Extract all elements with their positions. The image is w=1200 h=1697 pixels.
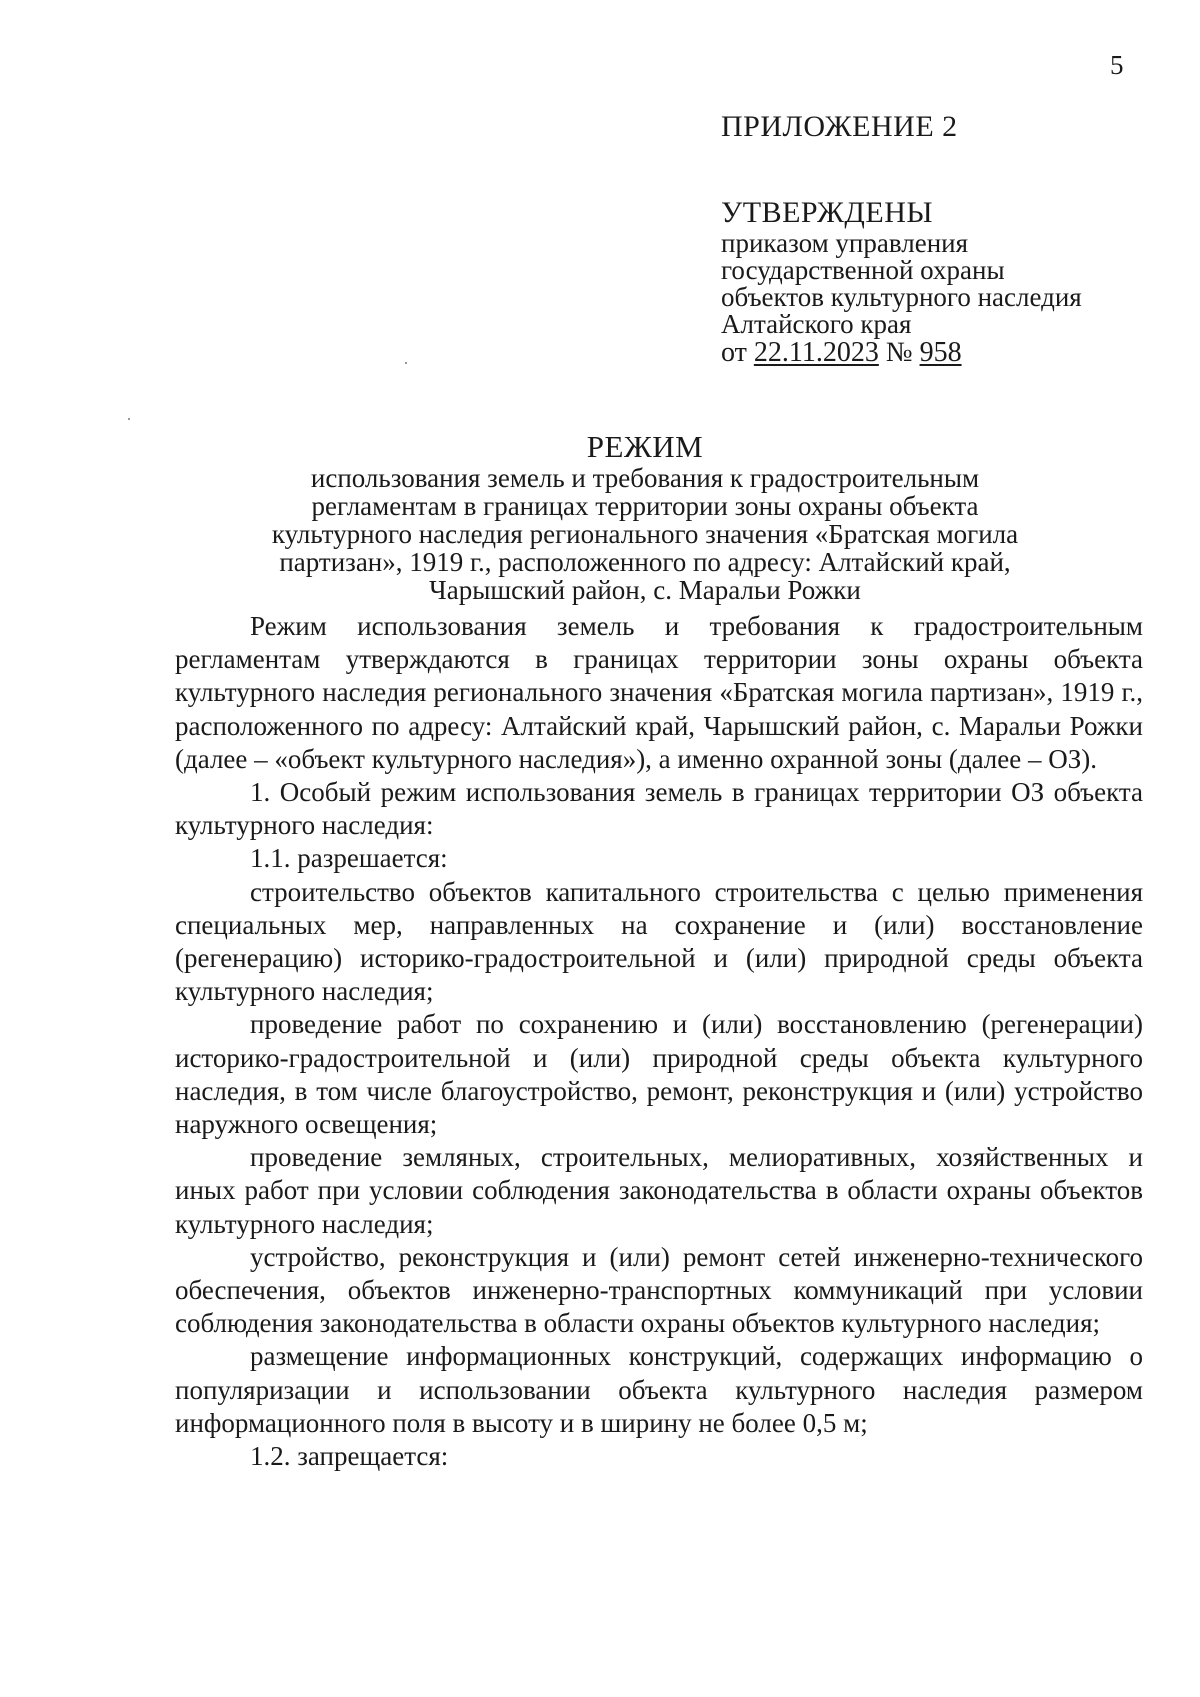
subtitle-line: регламентам в границах территории зоны охраны объекта bbox=[311, 491, 979, 521]
allowed-item: проведение работ по сохранению и (или) восстановлению (регенерации) историко-градостроительной и (или) природной среды объекта культурного наследия, в том числе благоустройство, ремонт, реконструкция и (или) устройство наружного освещения; bbox=[175, 1009, 1143, 1140]
page-number: 5 bbox=[1110, 50, 1124, 80]
scan-speck bbox=[405, 362, 407, 364]
approval-line: Алтайского края bbox=[721, 309, 912, 339]
scan-speck bbox=[128, 418, 130, 420]
order-prefix: от bbox=[721, 337, 747, 368]
approval-block bbox=[721, 110, 1161, 368]
appendix-label: ПРИЛОЖЕНИЕ 2 bbox=[721, 110, 958, 143]
document-title-block bbox=[175, 430, 1115, 604]
order-line bbox=[721, 338, 1161, 368]
order-number: 958 bbox=[919, 337, 962, 368]
subtitle-line: культурного наследия регионального значения «Братская могила bbox=[271, 519, 1019, 549]
approved-label: УТВЕРЖДЕНЫ bbox=[721, 196, 934, 229]
order-date: 22.11.2023 bbox=[753, 337, 879, 368]
allowed-item: проведение земляных, строительных, мелиоративных, хозяйственных и иных работ при условии соблюдения законодательства в области охраны объектов культурного наследия; bbox=[175, 1142, 1143, 1239]
approval-line: государственной охраны bbox=[721, 255, 1005, 285]
allowed-item: устройство, реконструкция и (или) ремонт сетей инженерно-технического обеспечения, объектов инженерно-транспортных коммуникаций при условии соблюдения законодательства в области охраны объектов культурного наследия; bbox=[175, 1241, 1143, 1339]
allowed-item: строительство объектов капитального строительства с целью применения специальных мер, направленных на сохранение и (или) восстановление (регенерацию) историко-градостроительной и (или) природной среды объекта культурного наследия; bbox=[175, 876, 1143, 1007]
document-title: РЕЖИМ bbox=[586, 429, 704, 464]
subtitle-line: партизан», 1919 г., расположенного по адресу: Алтайский край, bbox=[279, 547, 1011, 577]
section-1-1-heading: 1.1. разрешается: bbox=[250, 843, 448, 874]
intro-paragraph: Режим использования земель и требования к градостроительным регламентам утверждаются в границах территории зоны охраны объекта культурного наследия регионального значения «Братская могила партизан», 1919 г., расположенного по адресу: Алтайский край, Чарышский район, с. Маральи Рожки (далее – «объект культурного наследия»), а именно охранной зоны (далее – ОЗ). bbox=[175, 611, 1143, 774]
subtitle-line: Чарышский район, с. Маральи Рожки bbox=[429, 575, 861, 605]
section-1-2-heading: 1.2. запрещается: bbox=[250, 1441, 449, 1472]
document-body bbox=[175, 610, 1143, 1473]
section-1-heading: 1. Особый режим использования земель в границах территории ОЗ объекта культурного наследия: bbox=[175, 777, 1143, 841]
order-number-sign: № bbox=[885, 337, 913, 368]
subtitle-line: использования земель и требования к градостроительным bbox=[310, 463, 980, 493]
approval-line: приказом управления bbox=[721, 228, 969, 258]
approval-line: объектов культурного наследия bbox=[721, 282, 1082, 312]
approval-issuer bbox=[721, 230, 1161, 338]
document-subtitle bbox=[175, 464, 1115, 604]
allowed-item: размещение информационных конструкций, содержащих информацию о популяризации и использовании объекта культурного наследия размером информационного поля в высоту и в ширину не более 0,5 м; bbox=[175, 1341, 1143, 1438]
